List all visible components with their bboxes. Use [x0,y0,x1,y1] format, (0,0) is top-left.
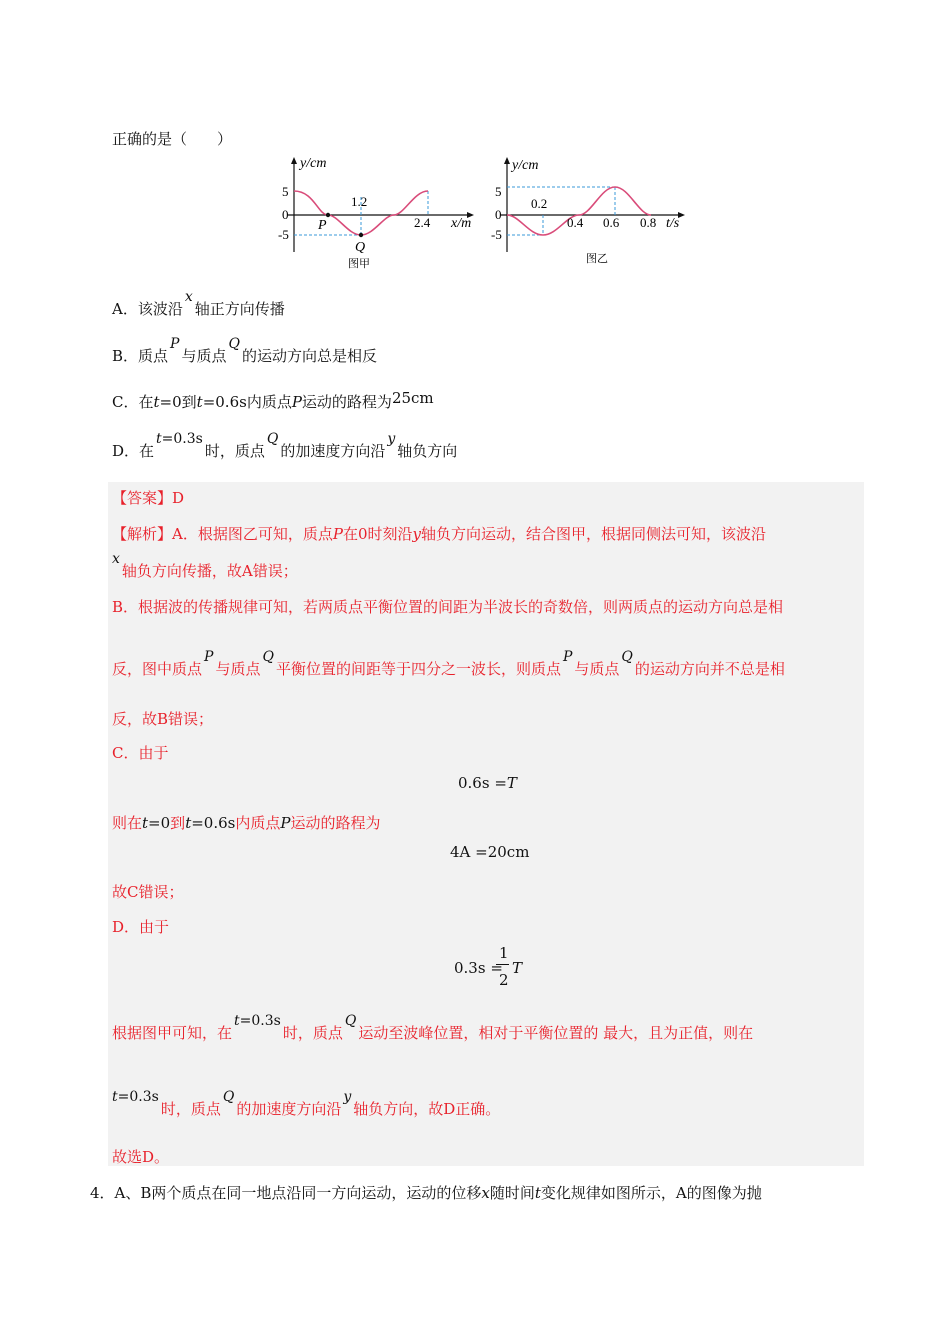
x-tick: 0.8 [640,215,657,230]
point-p-label: P [318,218,327,233]
option-b: B．质点P与质点Q的运动方向总是相反 [112,336,377,365]
analysis-b-line1: B．根据波的传播规律可知，若两质点平衡位置的间距为半波长的奇数倍，则两质点的运动方向总是相 [112,598,784,616]
figure-wave-position [278,155,488,275]
x-tick: 0.6 [603,215,620,230]
y-tick: 0 [495,207,502,222]
analysis-d-line1: D．由于 [112,918,170,936]
option-a: A．该波沿x轴正方向传播 [112,289,285,318]
answer-label: 【答案】D [112,489,185,507]
point-q-marker [359,233,363,237]
analysis-d-line2: 根据图甲可知，在t=0.3s时，质点Q运动至波峰位置，相对于平衡位置的 最大，且为正值，则在 [112,1013,754,1042]
y-axis-label: y/cm [512,158,539,173]
y-tick: -5 [278,227,289,242]
analysis-final: 故选D。 [112,1148,170,1166]
y-tick: 5 [282,184,289,199]
x-tick: 2.4 [414,215,431,230]
question-stem: 正确的是（ ） [112,130,233,148]
equation-c2: 4A =20cm [450,843,530,861]
analysis-a-line1: 【解析】A．根据图乙可知，质点P在0时刻沿y轴负方向运动，结合图甲，根据同侧法可知，该波沿 [112,525,766,543]
y-axis-label: y/cm [300,156,327,171]
equation-c1: 0.6s =T [458,774,517,792]
analysis-c-line1: C．由于 [112,744,169,762]
figure-caption: 图乙 [586,253,608,265]
x-axis-label: x/m [451,216,472,231]
analysis-b-line3: 反，故B错误； [112,710,214,728]
point-q-label: Q [355,240,366,255]
analysis-b-line2: 反，图中质点P与质点Q平衡位置的间距等于四分之一波长，则质点P与质点Q的运动方向并不总是相 [112,649,785,678]
point-p-marker [326,213,330,217]
analysis-d-line3: t=0.3s时，质点Q的加速度方向沿y轴负方向，故D正确。 [112,1089,501,1118]
x-tick: 1.2 [351,194,368,209]
option-c: C．在t=0到t=0.6s内质点P运动的路程为25cm [112,389,434,411]
analysis-c-line2: 则在t=0到t=0.6s内质点P运动的路程为 [112,814,381,832]
figure-vibration-time [488,155,693,275]
x-axis-label: t/s [666,216,680,231]
x-tick: 0.2 [531,196,548,211]
question-4: 4．A、B两个质点在同一地点沿同一方向运动，运动的位移x随时间t变化规律如图所示，A的图像为抛 [90,1184,762,1202]
y-tick: 5 [495,184,502,199]
y-tick: -5 [491,227,502,242]
analysis-c-line3: 故C错误； [112,883,184,901]
figure-caption: 图甲 [348,258,370,270]
y-tick: 0 [282,207,289,222]
analysis-a-line2: x轴负方向传播，故A错误； [112,551,298,580]
x-tick: 0.4 [567,215,584,230]
option-d: D．在t=0.3s时，质点Q的加速度方向沿y轴负方向 [112,431,458,460]
